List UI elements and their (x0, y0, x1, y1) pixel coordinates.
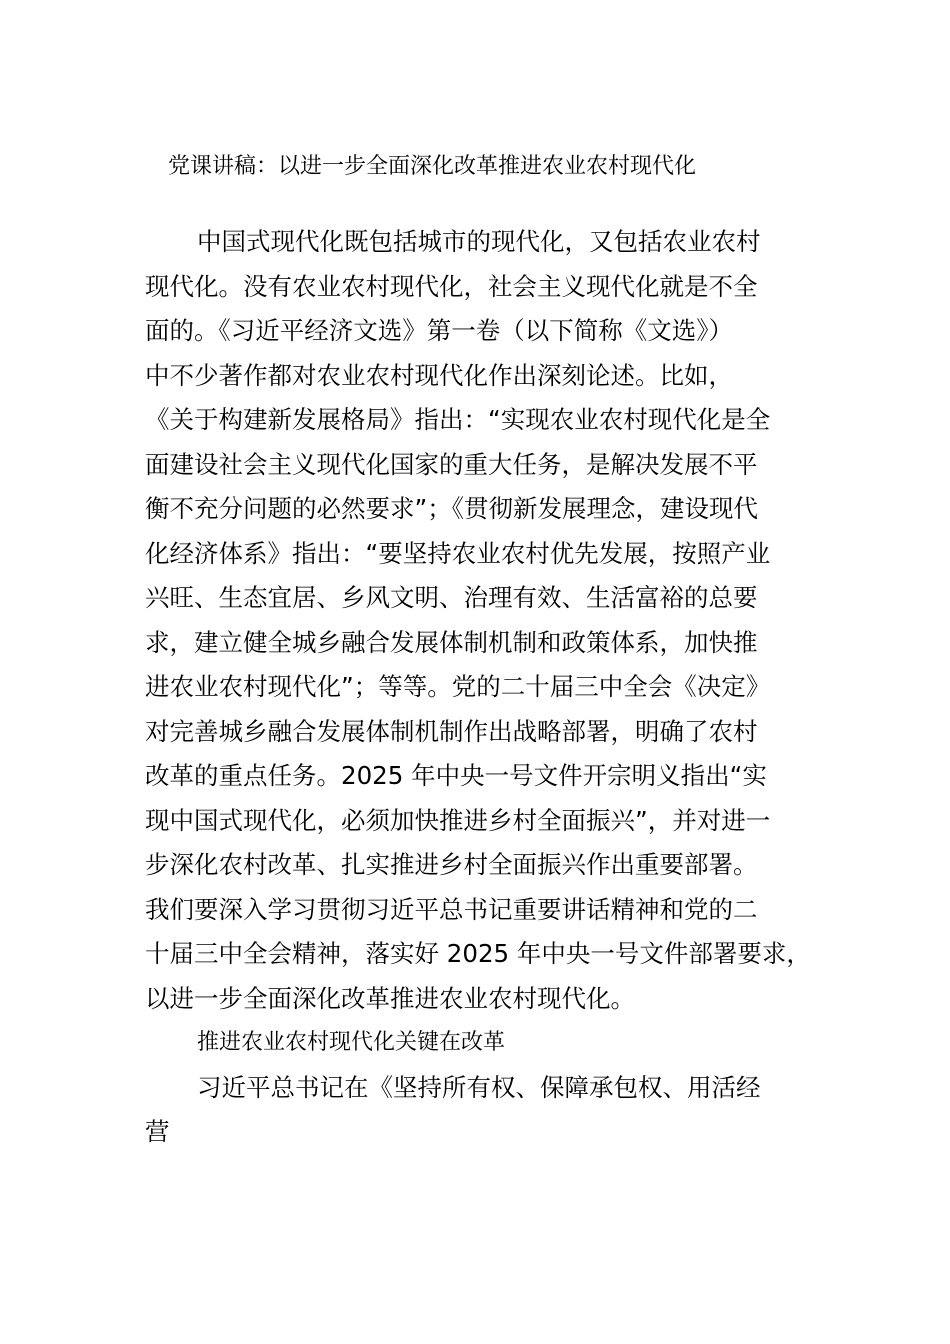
document-body (145, 220, 835, 1155)
paragraph-line: 衡不充分问题的必然要求”；《贯彻新发展理念，建设现代 (145, 494, 758, 523)
paragraph-line: 面的。《习近平经济文选》第一卷（以下简称《文选》） (145, 316, 733, 345)
paragraph-line: 改革的重点任务。2025 年中央一号文件开宗明义指出“实 (145, 761, 767, 790)
paragraph-line: 《关于构建新发展格局》指出：“实现农业农村现代化是全 (145, 405, 771, 434)
paragraph-line: 十届三中全会精神，落实好 2025 年中央一号文件部署要求， (145, 939, 811, 968)
paragraph-line: 化经济体系》指出：“要坚持农业农村优先发展，按照产业 (145, 538, 771, 568)
paragraph-line: 中国式现代化既包括城市的现代化，又包括农业农村 (197, 227, 761, 256)
paragraph-line: 营 (145, 1117, 170, 1146)
paragraph-line: 对完善城乡融合发展体制机制作出战略部署，明确了农村 (145, 716, 758, 746)
paragraph-line: 中不少著作都对农业农村现代化作出深刻论述。比如， (145, 360, 733, 390)
paragraph-line: 以进一步全面深化改革推进农业农村现代化。 (145, 983, 635, 1013)
paragraph-line: 现中国式现代化，必须加快推进乡村全面振兴”，并对进一 (145, 805, 771, 835)
paragraph-line: 现代化。没有农业农村现代化，社会主义现代化就是不全 (145, 271, 758, 301)
document-title: 党课讲稿：以进一步全面深化改革推进农业农村现代化 (168, 154, 697, 179)
paragraph-line: 面建设社会主义现代化国家的重大任务，是解决发展不平 (145, 449, 758, 479)
paragraph-line: 步深化农村改革、扎实推进乡村全面振兴作出重要部署。 (145, 850, 758, 879)
paragraph-line: 习近平总书记在《坚持所有权、保障承包权、用活经 (197, 1072, 761, 1102)
paragraph-line: 进农业农村现代化”；等等。党的二十届三中全会《决定》 (145, 672, 771, 701)
paragraph-line: 兴旺、生态宜居、乡风文明、治理有效、生活富裕的总要 (145, 583, 758, 612)
paragraph-line: 求，建立健全城乡融合发展体制机制和政策体系，加快推 (145, 627, 758, 657)
section-heading: 推进农业农村现代化关键在改革 (197, 1030, 506, 1055)
paragraph-line: 我们要深入学习贯彻习近平总书记重要讲话精神和党的二 (145, 894, 758, 924)
